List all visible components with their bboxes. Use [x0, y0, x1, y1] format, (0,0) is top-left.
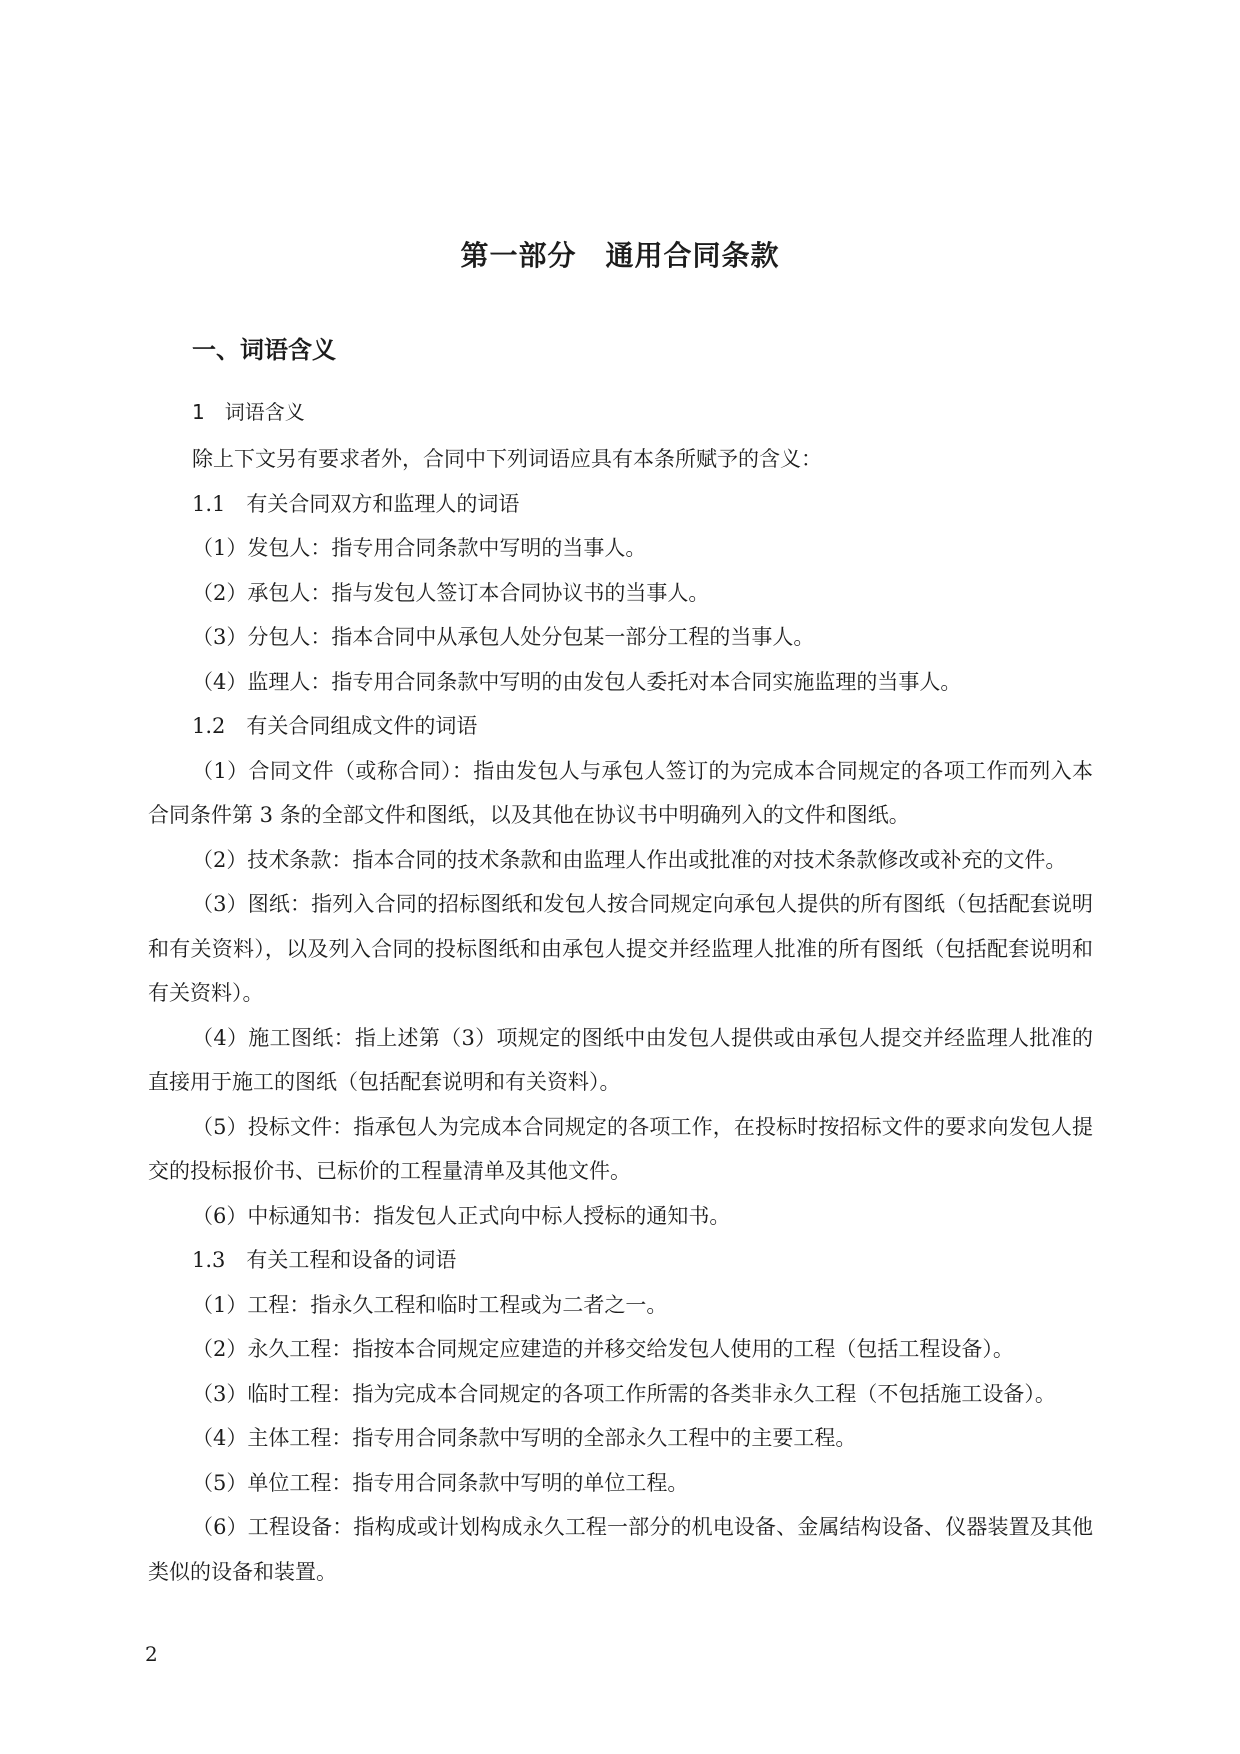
subsection-heading: 1.2 有关合同组成文件的词语 — [192, 714, 478, 738]
page-title: 第一部分 通用合同条款 — [460, 239, 780, 272]
subsection-heading: 1.3 有关工程和设备的词语 — [192, 1248, 457, 1272]
definition-item: （3）临时工程：指为完成本合同规定的各项工作所需的各类非永久工程（不包括施工设备）。 — [192, 1381, 1056, 1406]
definition-item: （6）工程设备：指构成或计划构成永久工程一部分的机电设备、金属结构设备、仪器装置及其他类似的设备和装置。 — [148, 1515, 1093, 1584]
definition-item: （1）合同文件（或称合同）：指由发包人与承包人签订的为完成本合同规定的各项工作而列入本合同条件第 3 条的全部文件和图纸，以及其他在协议书中明确列入的文件和图纸。 — [148, 758, 1093, 827]
definition-item: （5）投标文件：指承包人为完成本合同规定的各项工作，在投标时按招标文件的要求向发包人提交的投标报价书、已标价的工程量清单及其他文件。 — [148, 1114, 1093, 1183]
definition-item: （2）永久工程：指按本合同规定应建造的并移交给发包人使用的工程（包括工程设备）。 — [192, 1337, 1014, 1361]
definition-item: （6）中标通知书：指发包人正式向中标人授标的通知书。 — [192, 1203, 731, 1228]
page-number: 2 — [145, 1642, 158, 1666]
definition-item: （4）施工图纸：指上述第（3）项规定的图纸中由发包人提供或由承包人提交并经监理人批准的直接用于施工的图纸（包括配套说明和有关资料）。 — [148, 1025, 1093, 1094]
definition-item: （5）单位工程：指专用合同条款中写明的单位工程。 — [192, 1470, 689, 1495]
definition-item: （2）技术条款：指本合同的技术条款和由监理人作出或批准的对技术条款修改或补充的文件。 — [192, 847, 1067, 872]
definition-item: （4）主体工程：指专用合同条款中写明的全部永久工程中的主要工程。 — [192, 1426, 857, 1450]
subsection-heading: 1.1 有关合同双方和监理人的词语 — [192, 491, 520, 516]
definition-item: （3）分包人：指本合同中从承包人处分包某一部分工程的当事人。 — [192, 625, 815, 649]
definition-item: （3）图纸：指列入合同的招标图纸和发包人按合同规定向承包人提供的所有图纸（包括配套说明和有关资料），以及列入合同的投标图纸和由承包人提交并经监理人批准的所有图纸（包括配套说明和有关资料）。 — [148, 892, 1093, 1005]
section-heading: 一、词语含义 — [192, 336, 336, 364]
definition-item: （2）承包人：指与发包人签订本合同协议书的当事人。 — [192, 580, 710, 605]
definition-item: （1）工程：指永久工程和临时工程或为二者之一。 — [192, 1292, 668, 1317]
intro-paragraph: 除上下文另有要求者外，合同中下列词语应具有本条所赋予的含义： — [192, 447, 822, 471]
article-heading: 1 词语含义 — [192, 400, 305, 424]
definition-item: （1）发包人：指专用合同条款中写明的当事人。 — [192, 536, 647, 560]
definition-item: （4）监理人：指专用合同条款中写明的由发包人委托对本合同实施监理的当事人。 — [192, 669, 962, 694]
body-text — [148, 437, 1093, 1594]
